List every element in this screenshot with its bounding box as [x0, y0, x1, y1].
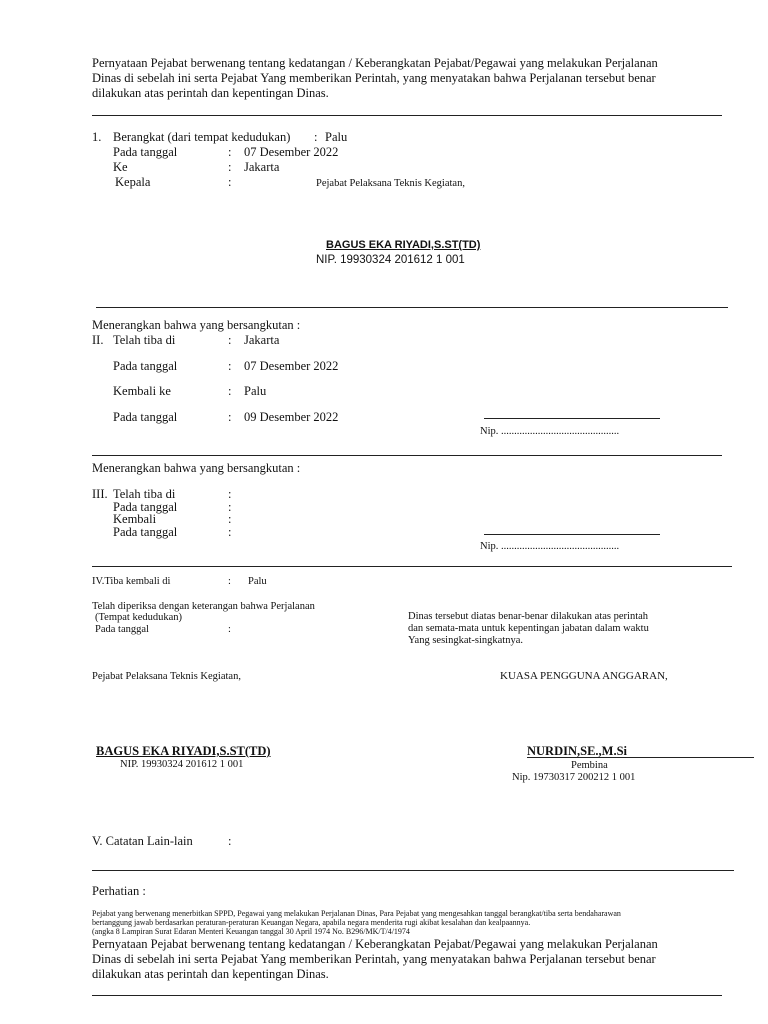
divider: [92, 566, 732, 567]
colon: :: [228, 834, 232, 848]
tiba-kembali-value: Palu: [248, 576, 267, 587]
verification-left-line-1: Telah diperiksa dengan keterangan bahwa Perjalanan: [92, 601, 315, 612]
kembali-label: Kembali ke: [113, 384, 171, 398]
tanggal1-label: Pada tanggal: [113, 359, 178, 373]
verification-left-line-3: Pada tanggal: [95, 624, 149, 635]
section3-intro: Menerangkan bahwa yang bersangkutan :: [92, 461, 301, 475]
colon: :: [228, 145, 232, 159]
right-signer-rank: Pembina: [571, 760, 608, 771]
perhatian-line-2: bertanggung jawab berdasarkan peraturan-peraturan Keuangan Negara, apabila negara menderita rugi akibat kesalahan dan kealpaannya.: [92, 918, 531, 927]
tanggal-label: Pada tanggal: [113, 145, 178, 159]
verification-right-line-1: Dinas tersebut diatas benar-benar dilakukan atas perintah: [408, 611, 649, 622]
tiba-kembali-label: IV.Tiba kembali di: [92, 576, 171, 587]
right-signer-nip: Nip. 19730317 200212 1 001: [512, 772, 636, 783]
verification-left-line-2: (Tempat kedudukan): [95, 612, 183, 623]
perhatian-title: Perhatian :: [92, 884, 146, 898]
intro-line-2: Dinas di sebelah ini serta Pejabat Yang memberikan Perintah, yang menyatakan bahwa Perjalanan tersebut benar: [92, 71, 656, 85]
colon: :: [228, 624, 231, 635]
divider: [92, 870, 734, 871]
tanggal-value: 07 Desember 2022: [244, 145, 339, 159]
outro-line-3: dilakukan atas perintah dan kepentingan Dinas.: [92, 967, 329, 981]
right-signer-name: NURDIN,SE.,M.Si: [527, 744, 628, 758]
perhatian-line-3: (angka 8 Lampiran Surat Edaran Menteri Keuangan tanggal 30 April 1974 No. B296/MK/T/4/1974: [92, 927, 410, 936]
tiba-value: Jakarta: [244, 333, 280, 347]
colon: :: [228, 160, 232, 174]
signer-name: BAGUS EKA RIYADI,S.ST(TD): [326, 239, 481, 251]
tanggal2-label: Pada tanggal: [113, 410, 178, 424]
colon: :: [314, 130, 318, 144]
colon: :: [228, 175, 232, 189]
verification-right-line-3: Yang sesingkat-singkatnya.: [408, 635, 524, 646]
kembali-label: Kembali: [113, 512, 157, 526]
signer-nip: NIP. 19930324 201612 1 001: [316, 254, 465, 266]
left-signer-title: Pejabat Pelaksana Teknis Kegiatan,: [92, 671, 241, 682]
colon: :: [228, 384, 232, 398]
kepala-value: Pejabat Pelaksana Teknis Kegiatan,: [316, 178, 465, 189]
nip-placeholder: Nip. .............................................: [480, 541, 620, 552]
catatan-label: V. Catatan Lain-lain: [92, 834, 193, 848]
signature-underline: [527, 757, 754, 758]
tanggal2-value: 09 Desember 2022: [244, 410, 339, 424]
colon: :: [228, 410, 232, 424]
divider: [96, 307, 728, 308]
ke-label: Ke: [113, 160, 128, 174]
perhatian-line-1: Pejabat yang berwenang menerbitkan SPPD, Pegawai yang melakukan Perjalanan Dinas, Para Pejabat yang mengesahkan tanggal berangkat/tiba serta bendaharawan: [92, 909, 621, 918]
tanggal1-label: Pada tanggal: [113, 500, 178, 514]
colon: :: [228, 525, 232, 539]
left-signer-nip: NIP. 19930324 201612 1 001: [120, 759, 244, 770]
signature-line: [484, 418, 660, 419]
section3-number: III.: [92, 487, 108, 501]
tanggal2-label: Pada tanggal: [113, 525, 178, 539]
berangkat-value: Palu: [325, 130, 348, 144]
kembali-value: Palu: [244, 384, 267, 398]
left-signer-name: BAGUS EKA RIYADI,S.ST(TD): [96, 744, 271, 758]
kepala-label: Kepala: [115, 175, 151, 189]
right-signer-title: KUASA PENGGUNA ANGGARAN,: [500, 670, 668, 682]
divider: [92, 995, 722, 996]
colon: :: [228, 333, 232, 347]
outro-line-1: Pernyataan Pejabat berwenang tentang kedatangan / Keberangkatan Pejabat/Pegawai yang melakukan Perjalanan: [92, 937, 658, 951]
intro-line-3: dilakukan atas perintah dan kepentingan Dinas.: [92, 86, 329, 100]
tiba-label: Telah tiba di: [113, 487, 176, 501]
berangkat-label: Berangkat (dari tempat kedudukan): [113, 130, 291, 144]
section1-number: 1.: [92, 130, 102, 144]
intro-line-1: Pernyataan Pejabat berwenang tentang kedatangan / Keberangkatan Pejabat/Pegawai yang melakukan Perjalanan: [92, 56, 658, 70]
tanggal1-value: 07 Desember 2022: [244, 359, 339, 373]
colon: :: [228, 512, 232, 526]
colon: :: [228, 576, 231, 587]
verification-right-line-2: dan semata-mata untuk kepentingan jabatan dalam waktu: [408, 623, 649, 634]
colon: :: [228, 500, 232, 514]
divider: [92, 115, 722, 116]
nip-placeholder: Nip. .............................................: [480, 426, 620, 437]
divider: [92, 455, 722, 456]
colon: :: [228, 487, 232, 501]
colon: :: [228, 359, 232, 373]
tiba-label: Telah tiba di: [113, 333, 176, 347]
ke-value: Jakarta: [244, 160, 280, 174]
section2-number: II.: [92, 333, 104, 347]
signature-line: [484, 534, 660, 535]
outro-line-2: Dinas di sebelah ini serta Pejabat Yang memberikan Perintah, yang menyatakan bahwa Perjalanan tersebut benar: [92, 952, 656, 966]
section2-intro: Menerangkan bahwa yang bersangkutan :: [92, 318, 301, 332]
